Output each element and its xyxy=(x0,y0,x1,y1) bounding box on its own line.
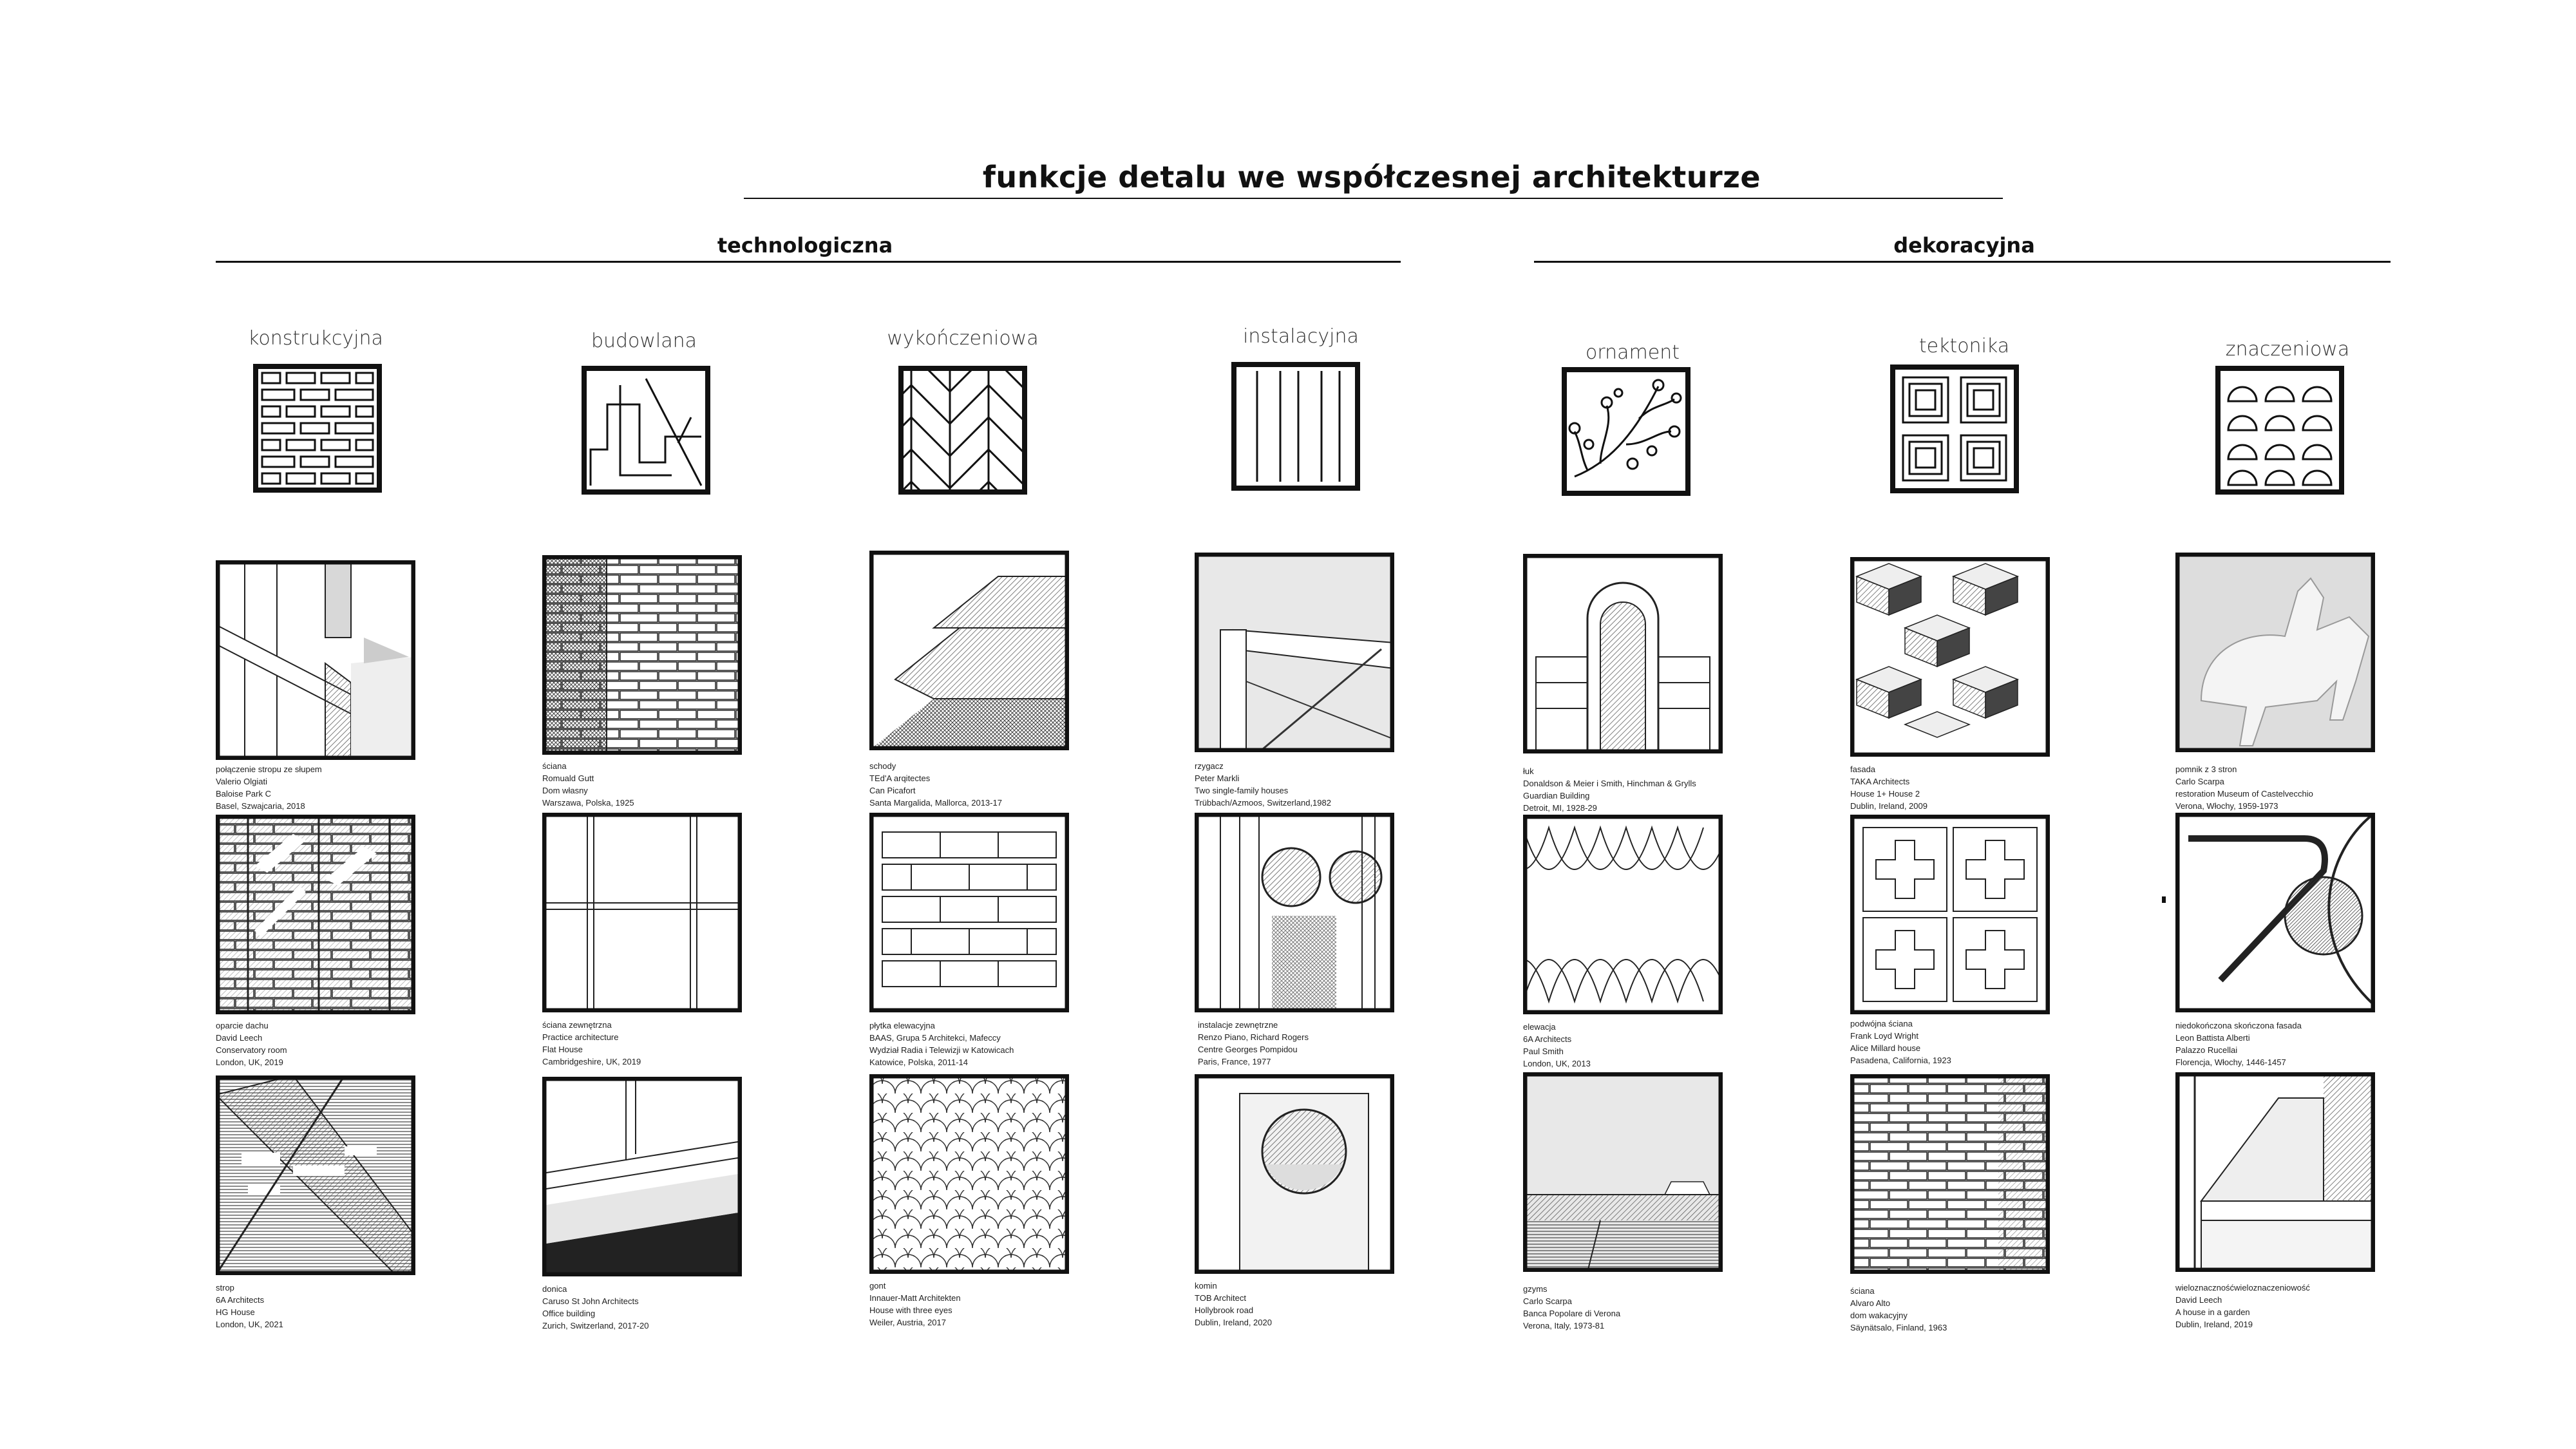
caption-shingles: gont Innauer-Matt Architekten House with three eyes Weiler, Austria, 2017 xyxy=(869,1281,961,1327)
coffered-squares-icon xyxy=(1890,365,2019,493)
floral-branch-icon xyxy=(1562,367,1690,496)
detail-image-unfinished-facade xyxy=(2175,813,2375,1012)
caption-chimney: komin TOB Architect Hollybrook road Dublin, Ireland, 2020 xyxy=(1195,1281,1272,1327)
caption-aalto-wall: ściana Alvaro Alto dom wakacyjny Säynätsalo, Finland, 1963 xyxy=(1850,1286,1947,1332)
detail-image-facade-tile xyxy=(869,813,1069,1012)
title-underline xyxy=(744,198,2003,199)
caption-roof-support: oparcie dachu David Leech Conservatory room London, UK, 2019 xyxy=(216,1021,287,1067)
caption-statue: pomnik z 3 stron Carlo Scarpa restoration Museum of Castelvecchio Verona, Włochy, 1959-1973 xyxy=(2175,764,2313,811)
caption-garden-house: wieloznacznośćwieloznaczeniowość David Leech A house in a garden Dublin, Ireland, 2019 xyxy=(2175,1283,2310,1329)
detail-image-stairs xyxy=(869,551,1069,750)
detail-image-shingles xyxy=(869,1074,1069,1274)
caption-cornice: gzyms Carlo Scarpa Banca Popolare di Verona Verona, Italy, 1973-81 xyxy=(1523,1284,1621,1331)
group-label-technological: technologiczna xyxy=(717,233,893,258)
category-label-znaczeniowa: znaczeniowa xyxy=(2225,338,2350,361)
detail-image-arch xyxy=(1523,554,1723,753)
caption-unfinished-facade: niedokończona skończona fasada Leon Battista Alberti Palazzo Rucellai Florencja, Włochy, 1446-1457 xyxy=(2175,1021,2302,1067)
category-label-budowlana: budowlana xyxy=(591,330,697,352)
category-label-instalacyjna: instalacyjna xyxy=(1243,325,1359,348)
detail-image-cornice xyxy=(1523,1072,1723,1272)
detail-image-elevation-arches xyxy=(1523,815,1723,1014)
brick-pattern-icon xyxy=(253,364,382,493)
caption-column-slab-joint: połączenie stropu ze słupem Valerio Olgiati Baloise Park C Basel, Szwajcaria, 2018 xyxy=(216,764,322,811)
detail-image-external-wall xyxy=(542,813,742,1012)
building-outline-icon xyxy=(582,366,710,495)
caption-double-wall: podwójna ściana Frank Loyd Wright Alice Millard house Pasadena, California, 1923 xyxy=(1850,1019,1951,1065)
category-label-tektonika: tektonika xyxy=(1918,335,2010,357)
detail-image-gargoyle xyxy=(1195,553,1394,752)
detail-image-roof-support xyxy=(216,815,415,1014)
detail-image-aalto-wall xyxy=(1850,1074,2050,1274)
caption-elevation-arches: elewacja 6A Architects Paul Smith London, UK, 2013 xyxy=(1523,1022,1591,1068)
caption-stairs: schody TEd'A arqitectes Can Picafort Santa Margalida, Mallorca, 2013-17 xyxy=(869,761,1002,808)
herringbone-pattern-icon xyxy=(898,366,1027,495)
detail-image-facade-cubes xyxy=(1850,557,2050,757)
caption-facade-tile: płytka elewacyjna BAAS, Grupa 5 Architekci, Mafeccy Wydział Radia i Telewizji w Katowicach Katowice, Polska, 2011-14 xyxy=(869,1021,1014,1067)
group-label-decorative: dekoracyjna xyxy=(1893,233,2035,258)
vertical-pipes-icon xyxy=(1231,362,1360,491)
category-label-ornament: ornament xyxy=(1585,341,1680,364)
detail-image-planter xyxy=(542,1077,742,1276)
category-label-konstrukcyjna: konstrukcyjna xyxy=(248,327,383,350)
caption-brick-wall: ściana Romuald Gutt Dom własny Warszawa, Polska, 1925 xyxy=(542,761,634,808)
page-title: funkcje detalu we współczesnej architekturze xyxy=(982,160,1761,194)
detail-image-statue xyxy=(2175,553,2375,752)
caption-external-installations: instalacje zewnętrzne Renzo Piano, Richard Rogers Centre Georges Pompidou Paris, France, 1977 xyxy=(1198,1020,1309,1066)
detail-image-double-wall xyxy=(1850,815,2050,1014)
caption-arch: łuk Donaldson & Meier i Smith, Hinchman & Grylls Guardian Building Detroit, MI, 1928-29 xyxy=(1523,766,1696,813)
group-rule-technological xyxy=(216,261,1401,263)
detail-image-column-slab-joint xyxy=(216,560,415,760)
detail-image-garden-house xyxy=(2175,1072,2375,1272)
semicircle-pattern-icon xyxy=(2215,366,2344,495)
detail-image-chimney xyxy=(1195,1074,1394,1274)
caption-gargoyle: rzygacz Peter Markli Two single-family houses Trübbach/Azmoos, Switzerland,1982 xyxy=(1195,761,1331,808)
detail-image-brick-wall xyxy=(542,555,742,755)
stray-mark xyxy=(2162,896,2166,903)
detail-image-external-installations xyxy=(1195,813,1394,1012)
caption-facade-cubes: fasada TAKA Architects House 1+ House 2 Dublin, Ireland, 2009 xyxy=(1850,764,1927,811)
group-rule-decorative xyxy=(1534,261,2391,263)
caption-planter: donica Caruso St John Architects Office building Zurich, Switzerland, 2017-20 xyxy=(542,1284,649,1331)
caption-ceiling: strop 6A Architects HG House London, UK, 2021 xyxy=(216,1283,283,1329)
detail-image-ceiling xyxy=(216,1075,415,1275)
category-label-wykonczeniowa: wykończeniowa xyxy=(887,327,1039,350)
caption-external-wall: ściana zewnętrzna Practice architecture Flat House Cambridgeshire, UK, 2019 xyxy=(542,1020,641,1066)
